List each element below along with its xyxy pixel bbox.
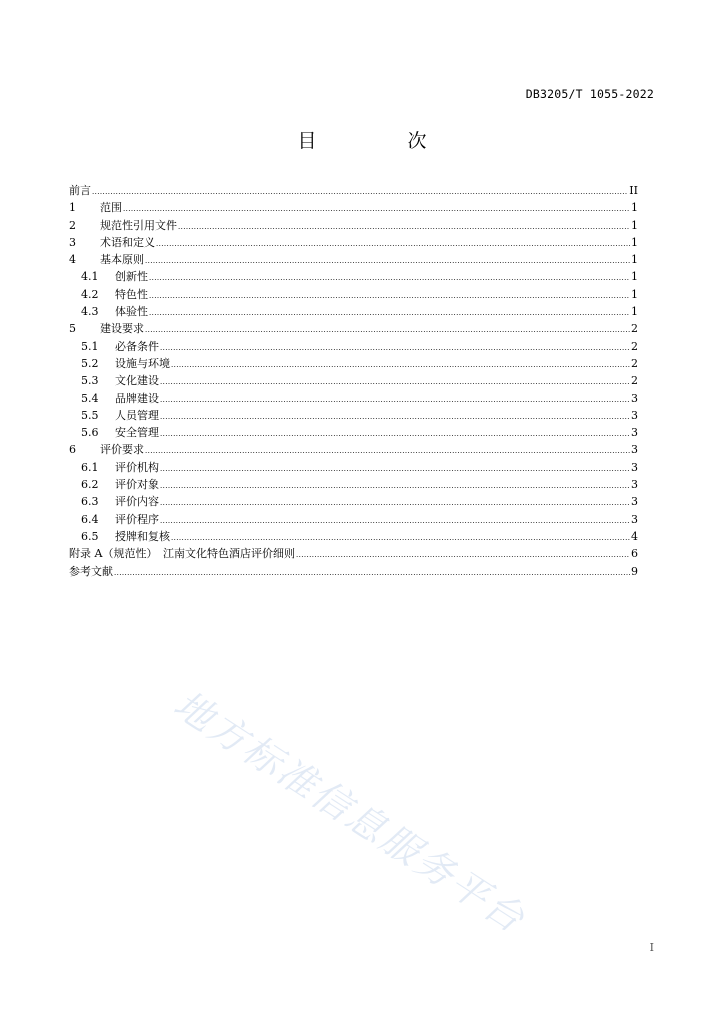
toc-entry[interactable] (69, 355, 638, 372)
toc-entry[interactable] (69, 251, 638, 268)
toc-dot-leader (160, 340, 630, 357)
toc-entry-label: 人员管理 (115, 408, 159, 422)
toc-entry-label: 范围 (100, 201, 122, 215)
toc-dot-leader (156, 236, 630, 253)
toc-entry-page: 1 (631, 253, 638, 267)
toc-entry-page: 2 (631, 374, 638, 388)
toc-entry-label: 附录 A（规范性） 江南文化特色酒店评价细则 (69, 547, 295, 561)
toc-entry[interactable] (69, 407, 638, 424)
toc-entry[interactable] (69, 424, 638, 441)
toc-entry-label: 创新性 (115, 270, 148, 284)
toc-entry[interactable] (69, 320, 638, 337)
toc-dot-leader (296, 547, 630, 564)
toc-entry[interactable] (69, 372, 638, 389)
toc-entry-page: 1 (631, 305, 638, 319)
toc-entry-page: 3 (631, 391, 638, 405)
toc-entry[interactable] (69, 217, 638, 234)
toc-entry[interactable] (69, 545, 638, 562)
toc-dot-leader (114, 565, 630, 582)
toc-entry-page: 3 (631, 512, 638, 526)
toc-entry-number: 4.2 (81, 287, 99, 301)
toc-entry-page: 1 (631, 287, 638, 301)
toc-entry-label: 评价内容 (115, 495, 159, 509)
toc-entry-label: 体验性 (115, 305, 148, 319)
toc-entry-page: II (629, 184, 638, 197)
toc-entry-page: 1 (631, 218, 638, 232)
toc-dot-leader (160, 461, 630, 478)
toc-entry-page: 3 (631, 478, 638, 492)
toc-entry-label: 建设要求 (100, 322, 144, 336)
toc-entry[interactable] (69, 563, 638, 580)
toc-entry-number: 5.4 (81, 391, 99, 405)
toc-entry-page: 3 (631, 460, 638, 474)
toc-entry-page: 1 (631, 270, 638, 284)
toc-entry-number: 5.2 (81, 356, 99, 370)
toc-entry-page: 3 (631, 443, 638, 457)
toc-entry-number: 6.4 (81, 512, 99, 526)
toc-entry-page: 2 (631, 356, 638, 370)
toc-entry-page: 6 (631, 547, 638, 561)
toc-entry-label: 品牌建设 (115, 391, 159, 405)
toc-entry[interactable] (69, 459, 638, 476)
toc-entry[interactable] (69, 493, 638, 510)
toc-entry-number: 6.1 (81, 460, 99, 474)
toc-entry-label: 评价机构 (115, 460, 159, 474)
toc-entry-number: 5.3 (81, 374, 99, 388)
toc-entry-label: 术语和定义 (100, 235, 155, 249)
toc-dot-leader (160, 478, 630, 495)
toc-entry-page: 1 (631, 201, 638, 215)
toc-dot-leader (178, 219, 630, 236)
page-number: I (649, 941, 654, 954)
toc-entry-label: 前言 (69, 184, 91, 197)
toc-entry[interactable] (69, 234, 638, 251)
document-code: DB3205/T 1055-2022 (525, 87, 654, 101)
toc-entry-label: 基本原则 (100, 253, 144, 267)
toc-entry-page: 2 (631, 339, 638, 353)
toc-dot-leader (149, 270, 630, 287)
toc-entry-number: 4.3 (81, 305, 99, 319)
toc-entry-label: 设施与环境 (115, 356, 170, 370)
toc-entry-page: 1 (631, 235, 638, 249)
toc-entry-number: 5 (69, 322, 76, 336)
toc-dot-leader (160, 426, 630, 443)
toc-entry-label: 评价对象 (115, 478, 159, 492)
toc-title: 目 次 (297, 130, 463, 152)
toc-dot-leader (92, 184, 628, 201)
toc-entry-number: 6.5 (81, 529, 99, 543)
toc-entry-number: 1 (69, 201, 76, 215)
toc-entry-label: 授牌和复核 (115, 529, 170, 543)
toc-entry-number: 6.3 (81, 495, 99, 509)
toc-dot-leader (145, 253, 630, 270)
toc-entry[interactable] (69, 338, 638, 355)
watermark: 地方标准信息服务平台 (166, 681, 534, 943)
toc-entry-page: 4 (631, 529, 638, 543)
toc-entry[interactable] (69, 268, 638, 285)
toc-entry-number: 4 (69, 253, 76, 267)
toc-entry-page: 3 (631, 495, 638, 509)
toc-entry-label: 规范性引用文件 (100, 218, 177, 232)
toc-entry-label: 参考文献 (69, 564, 113, 578)
toc-entry[interactable] (69, 511, 638, 528)
toc-entry[interactable] (69, 528, 638, 545)
toc-dot-leader (160, 495, 630, 512)
toc-entry-number: 5.5 (81, 408, 99, 422)
toc-entry-page: 3 (631, 408, 638, 422)
table-of-contents (69, 182, 638, 580)
toc-entry-number: 4.1 (81, 270, 99, 284)
toc-entry-number: 6 (69, 443, 76, 457)
toc-dot-leader (160, 513, 630, 530)
toc-entry[interactable] (69, 182, 638, 199)
toc-entry-label: 必备条件 (115, 339, 159, 353)
toc-dot-leader (145, 443, 630, 460)
toc-dot-leader (160, 392, 630, 409)
toc-entry[interactable] (69, 199, 638, 216)
toc-entry[interactable] (69, 303, 638, 320)
toc-entry-label: 文化建设 (115, 374, 159, 388)
toc-dot-leader (145, 322, 630, 339)
toc-entry[interactable] (69, 390, 638, 407)
toc-entry-page: 3 (631, 426, 638, 440)
toc-entry[interactable] (69, 441, 638, 458)
toc-entry[interactable] (69, 476, 638, 493)
toc-entry[interactable] (69, 286, 638, 303)
toc-dot-leader (171, 357, 630, 374)
toc-entry-label: 评价程序 (115, 512, 159, 526)
toc-dot-leader (149, 305, 630, 322)
toc-entry-number: 6.2 (81, 478, 99, 492)
toc-entry-number: 2 (69, 218, 76, 232)
toc-entry-number: 5.6 (81, 426, 99, 440)
toc-entry-number: 3 (69, 235, 76, 249)
toc-entry-label: 安全管理 (115, 426, 159, 440)
toc-entry-page: 2 (631, 322, 638, 336)
toc-entry-number: 5.1 (81, 339, 99, 353)
toc-entry-page: 9 (631, 564, 638, 578)
toc-entry-label: 评价要求 (100, 443, 144, 457)
toc-entry-label: 特色性 (115, 287, 148, 301)
toc-dot-leader (160, 374, 630, 391)
toc-dot-leader (123, 201, 630, 218)
toc-dot-leader (160, 409, 630, 426)
toc-dot-leader (149, 288, 630, 305)
